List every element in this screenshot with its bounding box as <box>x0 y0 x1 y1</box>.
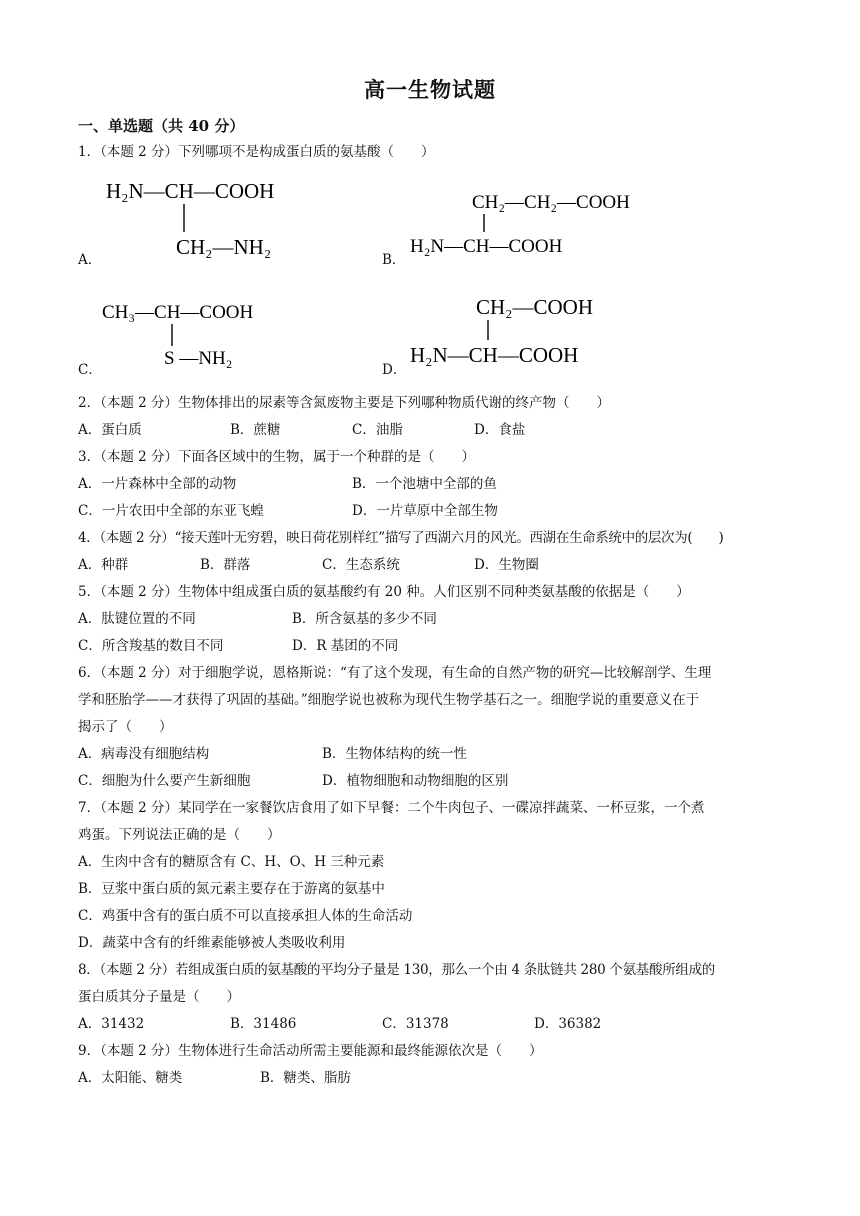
q5-option-d: D．R 基团的不同 <box>292 638 399 654</box>
question-3-stem: 3．（本题 2 分）下面各区域中的生物，属于一个种群的是（ ） <box>78 449 476 465</box>
q4-option-a: A．种群 <box>78 557 129 573</box>
q1-option-c-label: C． <box>78 362 102 378</box>
q6-option-c: C．细胞为什么要产生新细胞 <box>78 773 251 789</box>
q1-option-b-label: B． <box>382 252 406 268</box>
q5-option-c: C．所含羧基的数目不同 <box>78 638 224 654</box>
section-heading: 一、单选题（共 40 分） <box>78 117 245 135</box>
q1-option-a-label: A． <box>78 252 102 268</box>
question-5-stem: 5．（本题 2 分）生物体中组成蛋白质的氨基酸约有 20 种。人们区别不同种类氨基酸的依据是（ ） <box>78 584 690 600</box>
q5-option-b: B．所含氨基的多少不同 <box>292 611 437 627</box>
q9-option-a: A．太阳能、糖类 <box>78 1070 183 1086</box>
q3-option-d: D．一片草原中全部生物 <box>352 503 498 519</box>
question-8-stem-line1: 8．（本题 2 分）若组成蛋白质的氨基酸的平均分子量是 130，那么一个由 4 条肽链共 280 个氨基酸所组成的 <box>78 962 715 978</box>
q1-d-line2: H₂N—CH—COOH <box>410 343 579 367</box>
page-title: 高一生物试题 <box>364 77 496 102</box>
question-7-stem-line2: 鸡蛋。下列说法正确的是（ ） <box>78 827 281 843</box>
question-6-stem-line3: 揭示了（ ） <box>78 719 173 735</box>
q9-option-b: B．糖类、脂肪 <box>260 1070 351 1086</box>
q2-option-b: B．蔗糖 <box>230 422 281 438</box>
question-6-stem-line1: 6．（本题 2 分）对于细胞学说，恩格斯说：“有了这个发现，有生命的自然产物的研究—比较解剖学、生理 <box>78 665 712 681</box>
q1-a-line1: H₂N—CH—COOH <box>106 179 275 203</box>
q1-a-line2: CH₂—NH₂ <box>176 235 272 259</box>
q4-option-d: D．生物圈 <box>474 557 539 573</box>
q2-option-c: C．油脂 <box>352 422 403 438</box>
question-9-stem: 9．（本题 2 分）生物体进行生命活动所需主要能源和最终能源依次是（ ） <box>78 1043 543 1059</box>
q1-b-line1: CH₂—CH₂—COOH <box>472 192 630 213</box>
q6-option-a: A．病毒没有细胞结构 <box>78 746 210 762</box>
q1-option-d-structure <box>408 292 648 372</box>
q3-option-b: B．一个池塘中全部的鱼 <box>352 476 497 492</box>
q7-option-a: A．生肉中含有的糖原含有 C、H、O、H 三种元素 <box>78 854 385 870</box>
q8-option-b: B．31486 <box>230 1016 297 1032</box>
q5-option-a: A．肽键位置的不同 <box>78 611 196 627</box>
q1-option-c-structure <box>100 292 320 372</box>
q7-option-d: D．蔬菜中含有的纤维素能够被人类吸收利用 <box>78 935 346 951</box>
q6-option-d: D．植物细胞和动物细胞的区别 <box>322 773 509 789</box>
q4-option-b: B．群落 <box>200 557 251 573</box>
q1-option-d-label: D． <box>382 362 407 378</box>
q1-c-line1: CH₃—CH—COOH <box>102 302 254 323</box>
q3-option-c: C．一片农田中全部的东亚飞蝗 <box>78 503 264 519</box>
q7-option-b: B．豆浆中蛋白质的氮元素主要存在于游离的氨基中 <box>78 881 385 897</box>
question-7-stem-line1: 7．（本题 2 分）某同学在一家餐饮店食用了如下早餐：二个牛肉包子、一碟凉拌蔬菜、一杯豆浆，一个煮 <box>78 800 705 816</box>
q1-d-line1: CH₂—COOH <box>476 295 593 319</box>
question-6-stem-line2: 学和胚胎学——才获得了巩固的基础。”细胞学说也被称为现代生物学基石之一。细胞学说的重要意义在于 <box>78 692 700 708</box>
q4-option-c: C．生态系统 <box>322 557 400 573</box>
q2-option-d: D．食盐 <box>474 422 526 438</box>
q8-option-a: A．31432 <box>78 1016 145 1032</box>
q2-option-a: A．蛋白质 <box>78 422 142 438</box>
q1-c-line2: S —NH₂ <box>164 348 233 369</box>
q7-option-c: C．鸡蛋中含有的蛋白质不可以直接承担人体的生命活动 <box>78 908 413 924</box>
question-2-stem: 2．（本题 2 分）生物体排出的尿素等含氮废物主要是下列哪种物质代谢的终产物（ ） <box>78 395 611 411</box>
question-1-stem: 1．（本题 2 分）下列哪项不是构成蛋白质的氨基酸（ ） <box>78 144 435 160</box>
q8-option-d: D．36382 <box>534 1016 602 1032</box>
q1-option-b-structure <box>408 186 678 266</box>
question-8-stem-line2: 蛋白质其分子量是（ ） <box>78 989 240 1005</box>
question-4-stem: 4．（本题 2 分）“接天莲叶无穷碧，映日荷花别样红”描写了西湖六月的风光。西湖在生命系统中的层次为( ) <box>78 530 724 546</box>
q1-b-line2: H₂N—CH—COOH <box>410 236 563 257</box>
q3-option-a: A．一片森林中全部的动物 <box>78 476 237 492</box>
q6-option-b: B．生物体结构的统一性 <box>322 746 467 762</box>
q8-option-c: C．31378 <box>382 1016 449 1032</box>
q1-option-a-structure <box>104 172 334 268</box>
